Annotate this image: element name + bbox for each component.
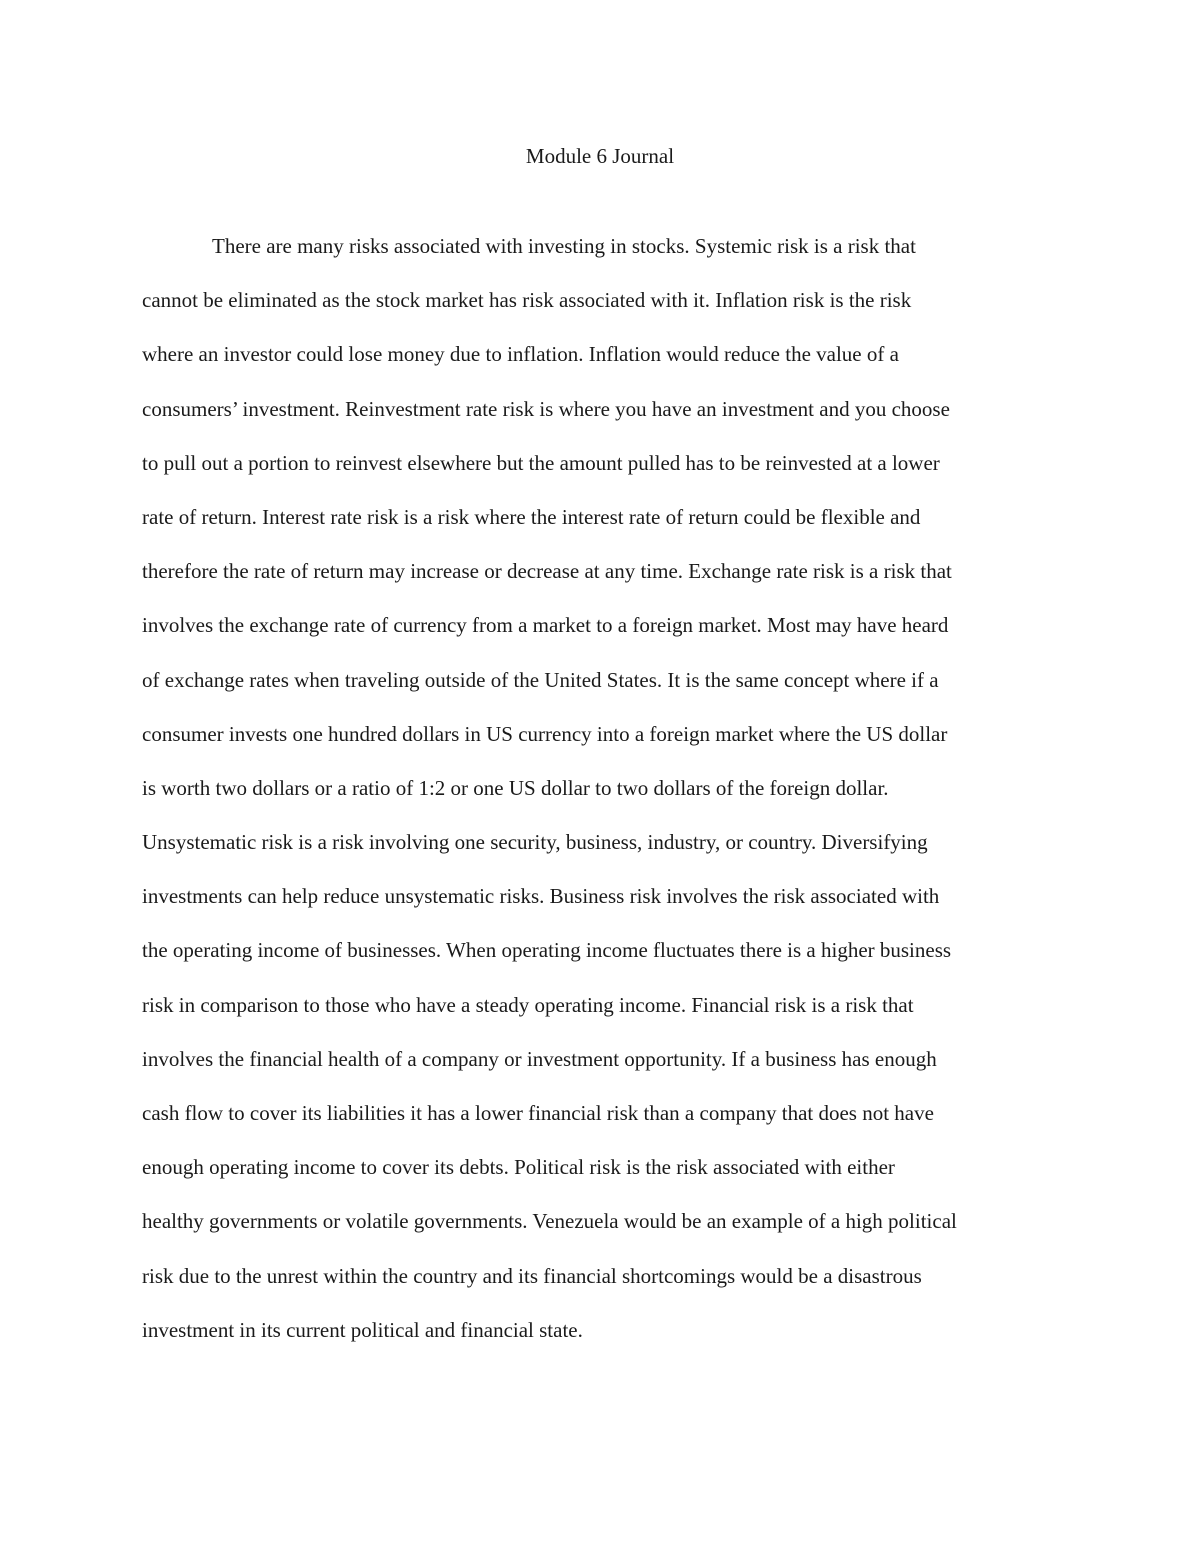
paragraph-line: is worth two dollars or a ratio of 1:2 or one US dollar to two dollars of the foreign dollar. [142, 775, 889, 800]
paragraph-line: enough operating income to cover its debts. Political risk is the risk associated with either [142, 1155, 895, 1180]
paragraph-line: involves the exchange rate of currency from a market to a foreign market. Most may have heard [142, 613, 949, 638]
paragraph-line: therefore the rate of return may increase or decrease at any time. Exchange rate risk is a risk that [142, 559, 952, 584]
paragraph-line: cannot be eliminated as the stock market has risk associated with it. Inflation risk is the risk [142, 288, 912, 313]
paragraph-line: rate of return. Interest rate risk is a risk where the interest rate of return could be flexible and [142, 504, 921, 529]
paragraph-line: risk in comparison to those who have a steady operating income. Financial risk is a risk that [142, 992, 914, 1017]
paragraph-line: consumer invests one hundred dollars in US currency into a foreign market where the US dollar [142, 721, 948, 746]
paragraph-line: investments can help reduce unsystematic risks. Business risk involves the risk associated with [142, 884, 940, 909]
body-paragraph [142, 219, 1092, 1357]
paragraph-line: involves the financial health of a company or investment opportunity. If a business has enough [142, 1046, 937, 1071]
paragraph-line: of exchange rates when traveling outside of the United States. It is the same concept where if a [142, 667, 939, 692]
paragraph-line: to pull out a portion to reinvest elsewhere but the amount pulled has to be reinvested at a lower [142, 450, 940, 475]
paragraph-line: consumers’ investment. Reinvestment rate risk is where you have an investment and you choose [142, 396, 950, 421]
paragraph-line: Unsystematic risk is a risk involving one security, business, industry, or country. Diversifying [142, 830, 928, 855]
document-title: Module 6 Journal [525, 144, 675, 168]
paragraph-line: the operating income of businesses. When operating income fluctuates there is a higher business [142, 938, 952, 963]
paragraph-line: There are many risks associated with investing in stocks. Systemic risk is a risk that [212, 234, 916, 258]
paragraph-line: where an investor could lose money due to inflation. Inflation would reduce the value of a [142, 342, 899, 367]
paragraph-line: risk due to the unrest within the country and its financial shortcomings would be a disastrous [142, 1263, 922, 1288]
paragraph-line: healthy governments or volatile governments. Venezuela would be an example of a high political [142, 1209, 957, 1234]
paragraph-line: investment in its current political and financial state. [142, 1317, 583, 1342]
paragraph-line: cash flow to cover its liabilities it has a lower financial risk than a company that does not have [142, 1101, 934, 1125]
